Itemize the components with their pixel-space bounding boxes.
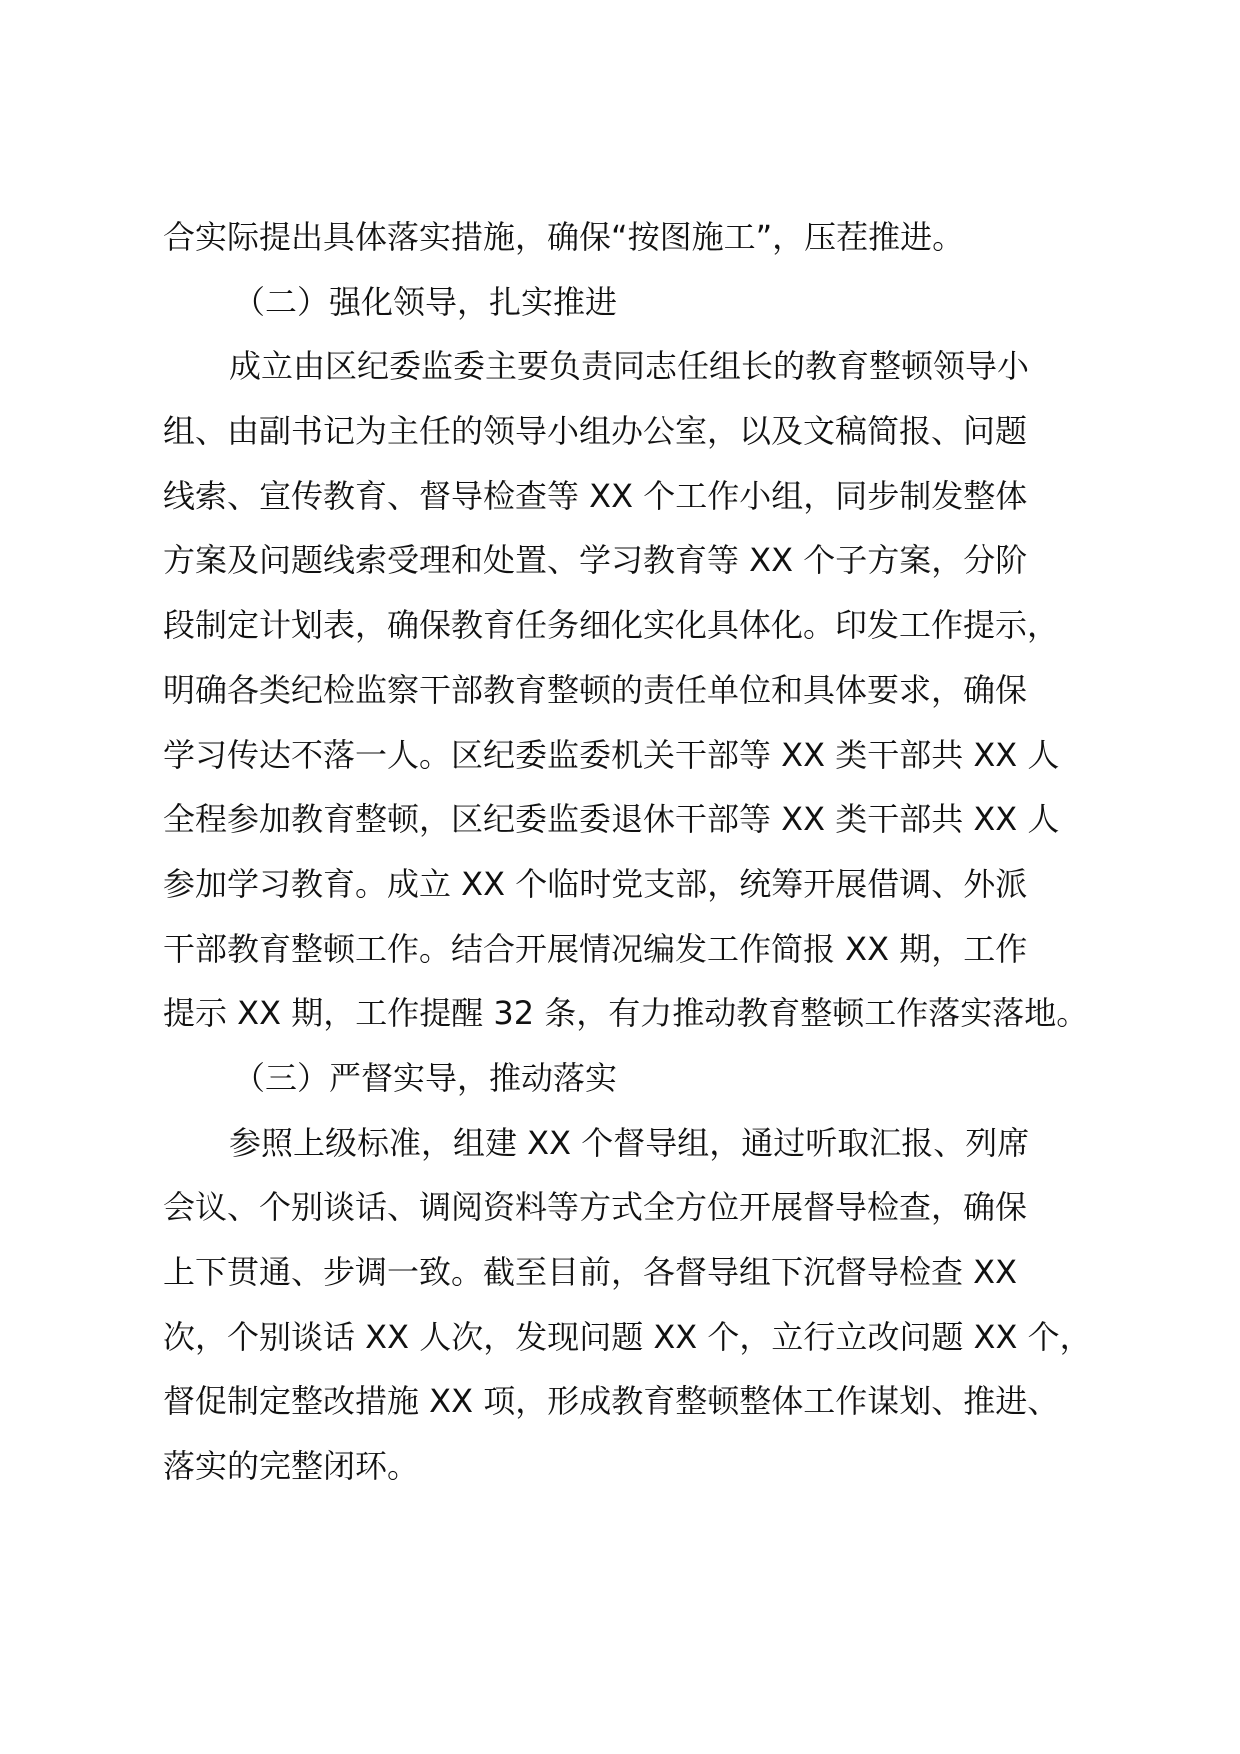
paragraph-first-line: 参照上级标准，组建 XX 个督导组，通过听取汇报、列席	[229, 1123, 1030, 1162]
section-heading-3: （三）严督实导，推动落实	[233, 1058, 618, 1097]
paragraph-first-line: 成立由区纪委监委主要负责同志任组长的教育整顿领导小	[229, 347, 1030, 386]
body-line: 明确各类纪检监察干部教育整顿的责任单位和具体要求，确保	[163, 670, 1028, 709]
body-line: 学习传达不落一人。区纪委监委机关干部等 XX 类干部共 XX 人	[163, 735, 1060, 774]
body-line: 提示 XX 期，工作提醒 32 条，有力推动教育整顿工作落实落地。	[163, 994, 1089, 1033]
body-line: 落实的完整闭环。	[163, 1447, 420, 1486]
body-line: 会议、个别谈话、调阅资料等方式全方位开展督导检查，确保	[163, 1188, 1028, 1227]
body-line: 督促制定整改措施 XX 项，形成教育整顿整体工作谋划、推进、	[163, 1382, 1060, 1421]
body-line: 干部教育整顿工作。结合开展情况编发工作简报 XX 期，工作	[163, 929, 1028, 968]
body-line: 全程参加教育整顿，区纪委监委退休干部等 XX 类干部共 XX 人	[163, 800, 1060, 839]
body-line: 段制定计划表，确保教育任务细化实化具体化。印发工作提示，	[163, 606, 1060, 645]
section-heading-2: （二）强化领导，扎实推进	[233, 282, 618, 321]
body-line: 合实际提出具体落实措施，确保“按图施工”，压茬推进。	[163, 218, 965, 256]
body-line: 线索、宣传教育、督导检查等 XX 个工作小组，同步制发整体	[163, 476, 1028, 515]
body-line: 方案及问题线索受理和处置、学习教育等 XX 个子方案，分阶	[163, 541, 1028, 580]
body-line: 参加学习教育。成立 XX 个临时党支部，统筹开展借调、外派	[163, 864, 1028, 903]
document-body	[163, 205, 1092, 1499]
body-line: 上下贯通、步调一致。截至目前，各督导组下沉督导检查 XX	[163, 1253, 1018, 1291]
body-line: 组、由副书记为主任的领导小组办公室，以及文稿简报、问题	[163, 412, 1028, 451]
body-line: 次，个别谈话 XX 人次，发现问题 XX 个，立行立改问题 XX 个，	[163, 1317, 1092, 1356]
